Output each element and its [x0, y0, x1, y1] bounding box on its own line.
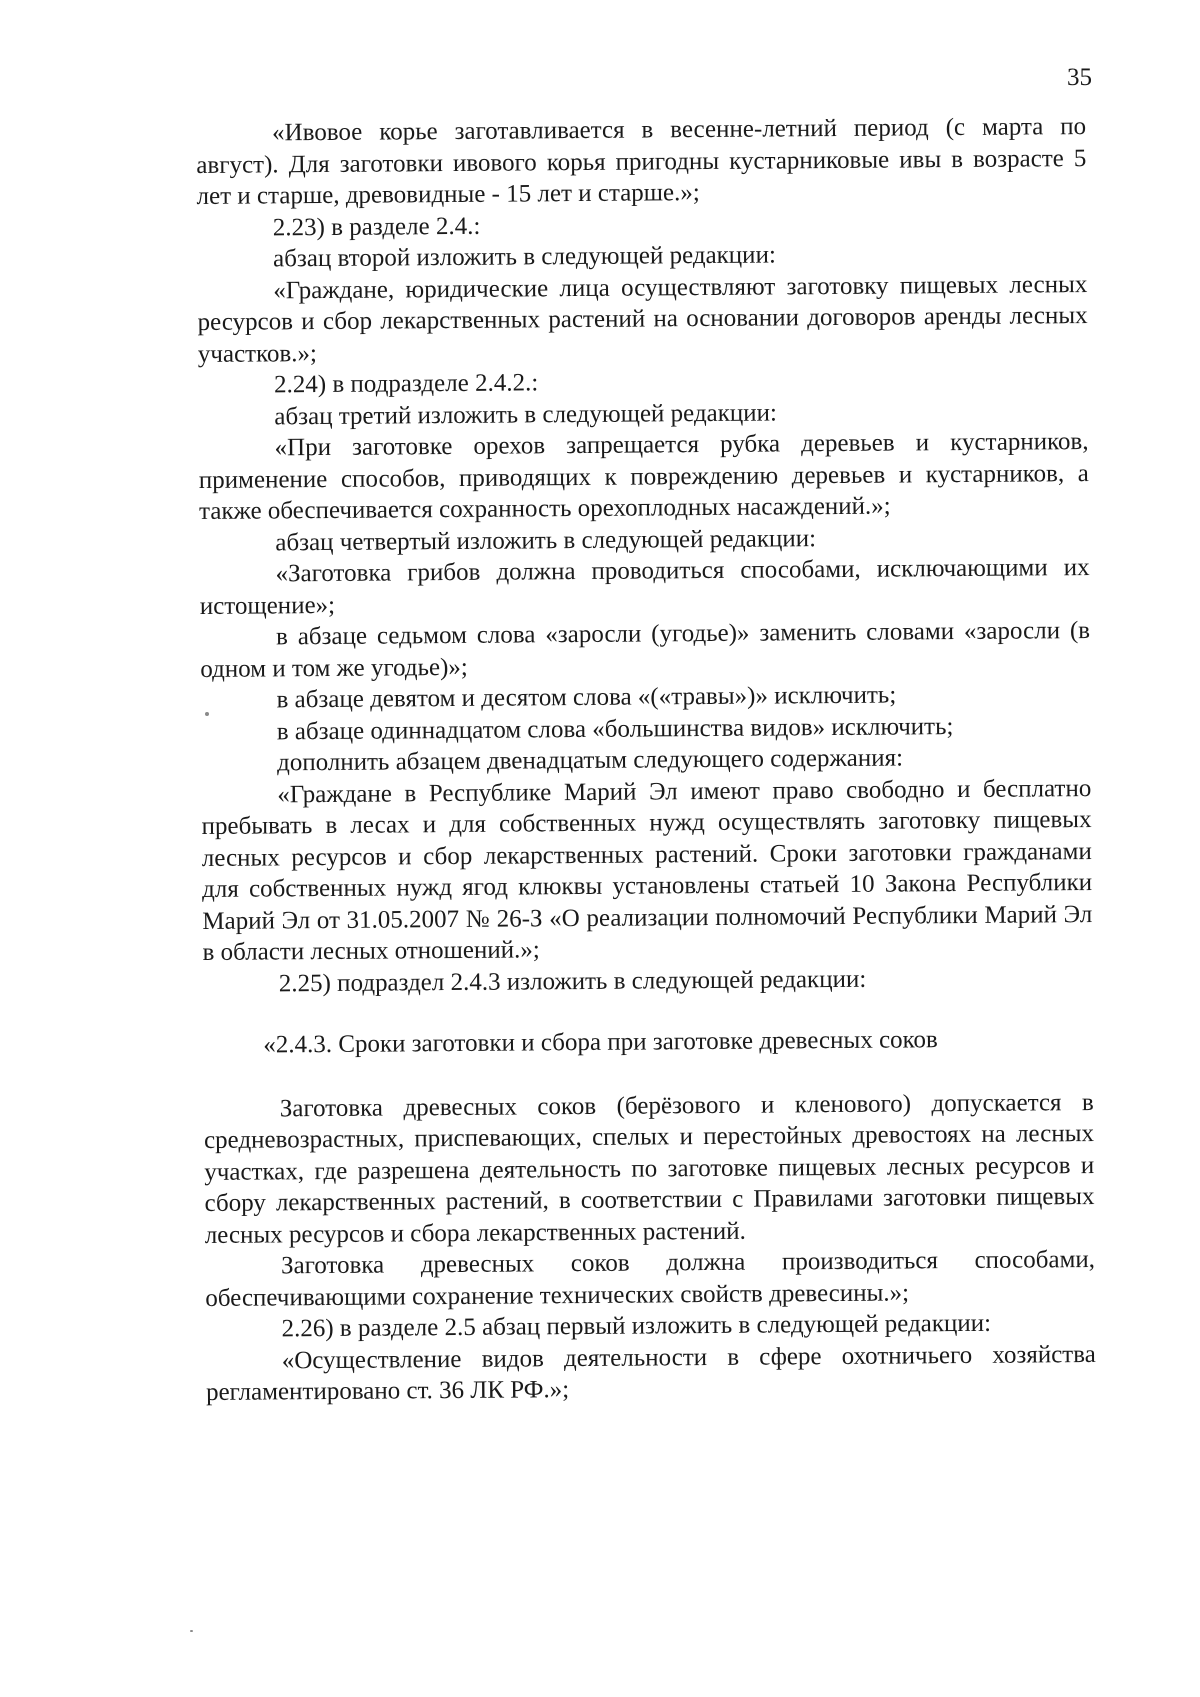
paragraph-hunting: «Осуществление видов деятельности в сфере охотничьего хозяйства регламентировано ст. 36 ЛК РФ.»;	[205, 1340, 1096, 1406]
paragraph-second-abzac: абзац второй изложить в следующей редакции:	[273, 241, 776, 273]
paragraph-sap-methods: Заготовка древесных соков должна производиться способами, обеспечивающими сохранение технических свойств древесины.»;	[205, 1245, 1096, 1312]
paragraph-ninth-tenth-abzac: в абзаце девятом и десятом слова «(«травы»)» исключить;	[276, 681, 897, 714]
paragraph-twelfth-abzac: дополнить абзацем двенадцатым следующего содержания:	[276, 744, 904, 777]
paragraph-nuts: «При заготовке орехов запрещается рубка деревьев и кустарников, применение способов, приводящих к повреждению деревьев и кустарников, а также обеспечивается сохранность орехоплодных насаждений.»;	[198, 428, 1089, 525]
paragraph-2-25: 2.25) подраздел 2.4.3 изложить в следующей редакции:	[278, 965, 867, 997]
subsection-heading: «2.4.3. Сроки заготовки и сбора при заготовке древесных соков	[263, 1026, 938, 1059]
paragraph-eleventh-abzac: в абзаце одиннадцатом слова «большинства видов» исключить;	[276, 712, 954, 745]
paragraph-tree-sap: Заготовка древесных соков (берёзового и кленового) допускается в средневозрастных, приспевающих, спелых и перестойных древостоях на лесных участках, где разрешена деятельность по заготовке пищевых лесных ресурсов и сбору лекарственных растений, в соответствии с Правилами заготовки пищевых лесных ресурсов и сбора лекарственных растений.	[203, 1088, 1095, 1249]
scan-speck	[190, 1630, 193, 1632]
paragraph-2-26: 2.26) в разделе 2.5 абзац первый изложить в следующей редакции:	[281, 1309, 992, 1343]
paragraph-2-23: 2.23) в разделе 2.4.:	[272, 212, 481, 241]
paragraph-2-24: 2.24) в подразделе 2.4.2.:	[273, 369, 539, 399]
paragraph-seventh-abzac: в абзаце седьмом слова «заросли (угодье)» заменить словами «заросли (в одном и том же угодье)»;	[200, 616, 1091, 683]
document-body	[196, 111, 1096, 1408]
page-number: 35	[1067, 64, 1092, 91]
paragraph-citizens-lease: «Граждане, юридические лица осуществляют заготовку пищевых лесных ресурсов и сбор лекарственных растений на основании договоров аренды лесных участков.»;	[197, 270, 1088, 368]
paragraph-mushrooms: «Заготовка грибов должна проводиться способами, исключающими их истощение»;	[199, 553, 1090, 620]
paragraph-mari-el-citizens: «Граждане в Республике Марий Эл имеют право свободно и бесплатно пребывать в лесах и для собственных нужд осуществлять заготовку пищевых лесных ресурсов и сбор лекарственных растений. Сроки заготовки гражданами для собственных нужд ягод клюквы установлены статьей 10 Закона Республики Марий Эл от 31.05.2007 № 26-З «О реализации полномочий Республики Марий Эл в области лесных отношений.»;	[201, 774, 1093, 966]
paragraph-willow-bark: «Ивовое корье заготавливается в весенне-летний период (с марта по август). Для заготовки ивового корья пригодны кустарниковые ивы в возрасте 5 лет и старше, древовидные - 15 лет и старше.»;	[196, 113, 1087, 210]
paragraph-fourth-abzac: абзац четвертый изложить в следующей редакции:	[275, 524, 817, 556]
paragraph-third-abzac: абзац третий изложить в следующей редакции:	[274, 398, 778, 430]
scan-speck	[205, 712, 209, 716]
